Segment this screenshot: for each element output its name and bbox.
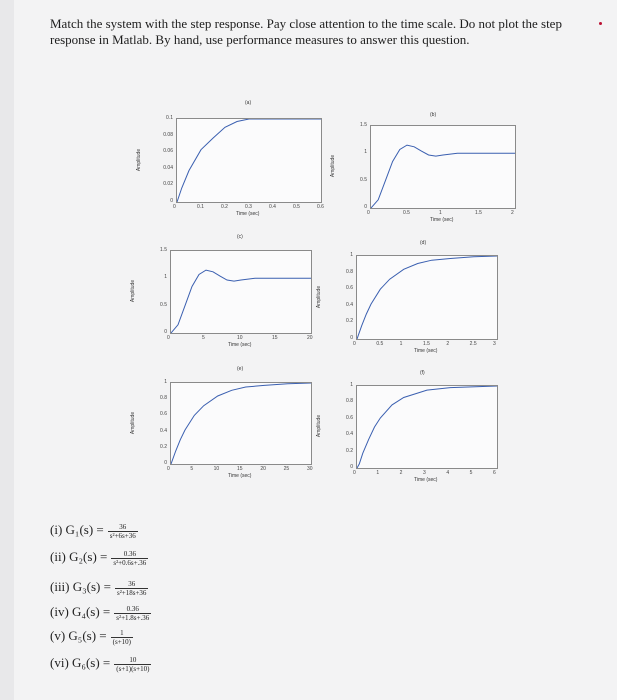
- y-tick-label: 1: [350, 252, 353, 258]
- step-response-svg: [371, 126, 515, 208]
- system-denominator: s²+0.6s+.36: [113, 558, 147, 567]
- system-numerator: 1: [111, 629, 133, 638]
- system-numerator: 0.36: [114, 605, 151, 614]
- response-curve: [171, 270, 311, 333]
- step-response-svg: [177, 119, 321, 202]
- response-curve: [171, 383, 311, 464]
- system-numerator: 36: [108, 523, 138, 532]
- step-response-plot: [170, 382, 312, 465]
- chart-title-label: (a): [245, 100, 252, 106]
- chart-title-label: (d): [420, 240, 427, 246]
- x-tick-label: 2.5: [469, 341, 477, 347]
- system-item: [50, 628, 133, 646]
- system-numerator: 10: [114, 656, 151, 665]
- x-tick-label: 5: [190, 466, 194, 472]
- y-tick-label: 0: [350, 335, 353, 341]
- response-curve: [371, 145, 515, 208]
- x-tick-label: 25: [283, 466, 290, 472]
- system-label: (v) G₅(s) =: [50, 628, 107, 643]
- x-tick-label: 1: [376, 470, 380, 476]
- y-tick-label: 0.6: [160, 411, 167, 418]
- y-tick-label: 0: [164, 329, 167, 335]
- step-response-svg: [357, 386, 497, 468]
- x-tick-label: 2: [399, 470, 403, 476]
- x-tick-label: 3: [423, 470, 426, 476]
- x-tick-label: 20: [307, 335, 313, 341]
- x-tick-label: 0.2: [221, 204, 228, 210]
- system-item: [50, 579, 148, 597]
- x-tick-label: 1: [439, 210, 442, 216]
- x-tick-label: 4: [446, 470, 450, 476]
- x-tick-label: 2: [511, 210, 514, 216]
- step-response-plot: [176, 118, 322, 203]
- system-label: (iii) G₃(s) =: [50, 579, 111, 594]
- system-item: [50, 522, 138, 540]
- x-tick-label: 0: [353, 470, 356, 476]
- y-tick-label: 0.5: [360, 176, 367, 183]
- x-tick-label: 2: [446, 341, 450, 347]
- step-response-plot: [170, 250, 312, 334]
- y-tick-label: 0.02: [163, 181, 173, 188]
- y-axis-label: Amplitude: [130, 279, 137, 303]
- chart-title-label: (b): [430, 112, 437, 118]
- y-tick-label: 0: [170, 198, 173, 204]
- y-tick-label: 1: [164, 274, 167, 281]
- system-label: (i) G₁(s) =: [50, 522, 104, 537]
- response-curve: [357, 256, 497, 339]
- x-tick-label: 0.3: [245, 204, 252, 210]
- x-tick-label: 6: [493, 470, 496, 476]
- y-tick-label: 0.2: [160, 443, 167, 450]
- system-denominator: s²+1.8s+.36: [116, 613, 150, 622]
- system-label: (vi) G₆(s) =: [50, 655, 111, 670]
- x-tick-label: 30: [307, 466, 313, 472]
- y-tick-label: 1: [364, 149, 367, 156]
- x-tick-label: 0.1: [197, 204, 204, 210]
- chart-title-label: (e): [237, 366, 244, 372]
- x-tick-label: 0.5: [376, 341, 384, 347]
- system-numerator: 36: [115, 580, 148, 589]
- x-tick-label: 0.5: [293, 204, 300, 210]
- x-axis-label: Time (sec): [430, 217, 454, 223]
- step-response-svg: [357, 256, 497, 339]
- y-tick-label: 0: [364, 204, 367, 210]
- x-tick-label: 0: [367, 210, 370, 216]
- y-tick-label: 0.4: [160, 427, 167, 434]
- y-tick-label: 0.08: [163, 131, 173, 138]
- x-axis-label: Time (sec): [414, 348, 438, 354]
- y-tick-label: 0.2: [346, 318, 353, 325]
- y-tick-label: 0.8: [346, 268, 353, 275]
- system-denominator: s²+6s+36: [109, 531, 136, 540]
- y-tick-label: 0: [350, 464, 353, 470]
- y-tick-label: 0.04: [163, 164, 173, 171]
- y-tick-label: 0.4: [346, 431, 353, 438]
- x-tick-label: 1: [399, 341, 403, 347]
- y-tick-label: 1: [164, 379, 167, 385]
- y-tick-label: 0.8: [160, 395, 167, 402]
- y-axis-label: Amplitude: [136, 148, 143, 171]
- y-axis-label: Amplitude: [316, 414, 323, 438]
- y-tick-label: 1: [350, 382, 353, 388]
- chart-title-label: (c): [237, 234, 243, 240]
- system-label: (iv) G₄(s) =: [50, 604, 111, 619]
- x-tick-label: 0: [167, 335, 170, 341]
- y-tick-label: 0.1: [166, 115, 173, 121]
- x-tick-label: 15: [237, 466, 243, 472]
- x-tick-label: 5: [202, 335, 205, 341]
- x-axis-label: Time (sec): [228, 473, 252, 479]
- y-tick-label: 0.4: [346, 301, 353, 308]
- step-response-plot: [356, 385, 498, 469]
- chart-title-label: (f): [420, 370, 425, 376]
- x-tick-label: 3: [493, 341, 496, 347]
- x-tick-label: 0: [167, 466, 170, 472]
- x-tick-label: 1.5: [423, 341, 430, 347]
- x-tick-label: 0: [173, 204, 176, 210]
- x-tick-label: 0.5: [403, 210, 410, 216]
- y-tick-label: 0.06: [163, 148, 173, 155]
- system-label: (ii) G₂(s) =: [50, 549, 108, 564]
- x-tick-label: 10: [213, 466, 220, 472]
- question-text: Match the system with the step response. Pay close attention to the time scale. Do not plot the step response in Matlab. By hand, use performance measures to answer this question.: [50, 16, 562, 47]
- y-tick-label: 0.2: [346, 447, 353, 454]
- response-curve: [177, 119, 321, 202]
- x-tick-label: 15: [272, 335, 278, 341]
- system-denominator: (s+10): [112, 637, 131, 646]
- y-tick-label: 0.8: [346, 398, 353, 405]
- y-tick-label: 1.5: [160, 247, 167, 253]
- y-tick-label: 0.5: [160, 301, 167, 308]
- x-tick-label: 0.4: [269, 204, 276, 210]
- x-axis-label: Time (sec): [236, 211, 260, 217]
- y-tick-label: 0: [164, 460, 167, 466]
- y-axis-label: Amplitude: [316, 285, 323, 308]
- y-tick-label: 0.6: [346, 414, 353, 421]
- system-item: [50, 604, 151, 622]
- y-tick-label: 0.6: [346, 285, 353, 292]
- x-axis-label: Time (sec): [228, 342, 252, 348]
- response-curve: [357, 386, 497, 468]
- x-tick-label: 10: [237, 335, 243, 341]
- x-axis-label: Time (sec): [414, 477, 438, 483]
- step-response-plot: [370, 125, 516, 209]
- y-axis-label: Amplitude: [330, 154, 337, 178]
- system-denominator: s²+18s+36: [116, 588, 147, 597]
- system-denominator: (s+1)(s+10): [116, 664, 150, 673]
- x-tick-label: 20: [260, 466, 266, 472]
- y-tick-label: 1.5: [360, 122, 367, 128]
- x-tick-label: 0.6: [317, 204, 324, 210]
- y-axis-label: Amplitude: [130, 411, 137, 434]
- x-tick-label: 0: [353, 341, 356, 347]
- system-numerator: 0.36: [111, 550, 148, 559]
- step-response-plot: [356, 255, 498, 340]
- step-response-svg: [171, 383, 311, 464]
- x-tick-label: 1.5: [475, 210, 482, 216]
- step-response-svg: [171, 251, 311, 333]
- x-tick-label: 5: [469, 470, 473, 476]
- system-item: [50, 655, 151, 673]
- system-item: [50, 549, 148, 567]
